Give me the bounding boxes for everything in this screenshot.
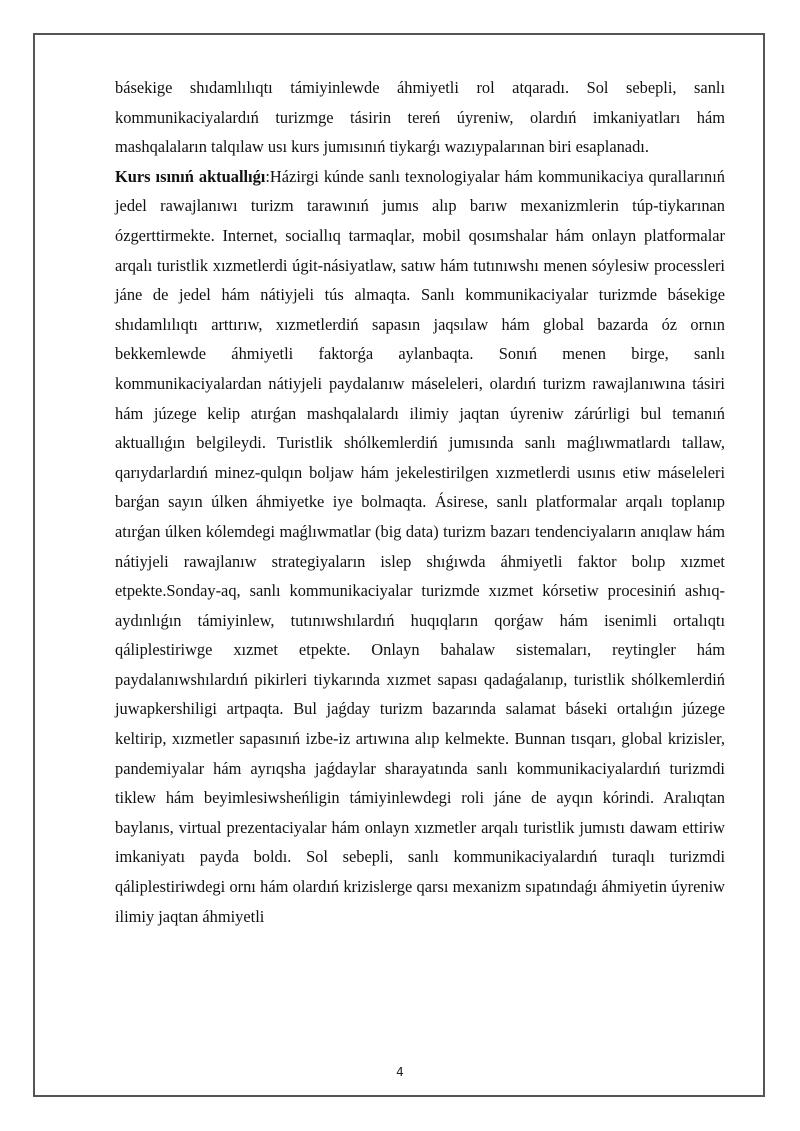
section-paragraph (115, 162, 725, 931)
intro-paragraph: básekige shıdamlılıqtı támiyinlewde áhmiyetli rol atqaradı. Sol sebepli, sanlı kommunikaciyalardıń turizmge tásirin tereń úyreniw, olardıń imkaniyatları hám mashqalaların talqılaw usı kurs jumısınıń tiykarǵı wazıypalarınan biri esaplanadı. (115, 78, 725, 157)
page-number: 4 (396, 1065, 404, 1079)
document-body (115, 73, 725, 931)
section-body: :Házirgi kúnde sanlı texnologiyalar hám kommunikaciya qurallarınıń jedel rawajlanıwı turizm tarawınıń jumıs alıp barıw mexanizmlerin túp-tiykarınan ózgerttirmekte. Internet, sociallıq tarmaqlar, mobil qosımshalar hám onlayn platformalar arqalı turistlik xızmetlerdi úgit-násiyatlaw, satıw hám tutınıwshı menen sóylesiw processleri jáne de jedel hám nátiyjeli tús almaqta. Sanlı kommunikaciyalar turizmde básekige shıdamlılıqtı arttırıw, xızmetlerdiń sapasın jaqsılaw hám global bazarda óz ornın bekkemlewde áhmiyetli faktorǵa aylanbaqta. Sonıń menen birge, sanlı kommunikaciyalardan nátiyjeli paydalanıw máseleleri, olardıń turizm rawajlanıwına tásiri hám júzege kelip atırǵan mashqalalardı ilimiy jaqtan úyreniw zárúrligi bul temanıń aktuallıǵın belgileydi. Turistlik shólkemlerdiń jumısında sanlı maǵlıwmatlardı tallaw, qarıydarlardıń minez-qulqın boljaw hám jekelestirilgen xızmetlerdi usınıs etiw máseleleri barǵan sayın úlken áhmiyetke iye bolmaqta. Ásirese, sanlı platformalar arqalı toplanıp atırǵan úlken kólemdegi maǵlıwmatlar (big data) turizm bazarı tendenciyaların anıqlaw hám nátiyjeli rawajlanıw strategiyaların islep shıǵıwda áhmiyetli faktor bolıp xızmet etpekte.Sonday-aq, sanlı kommunikaciyalar turizmde xızmet kórsetiw procesiniń ashıq-aydınlıǵın támiyinlew, tutınıwshılardıń huqıqların qorǵaw hám isenimli ortalıqtı qáliplestiriwge xızmet etpekte. Onlayn bahalaw sistemaları, reytingler hám paydalanıwshılardıń pikirleri tiykarında xızmet sapası qadaǵalanıp, turistlik shólkemlerdiń juwapkershiligi artpaqta. Bul jaǵday turizm bazarında salamat báseki ortalıǵın júzege keltirip, xızmetler sapasınıń izbe-iz artıwına alıp kelmekte. Bunnan tısqarı, global krizisler, pandemiyalar hám ayrıqsha jaǵdaylar sharayatında sanlı kommunikaciyalardıń turizmdi tiklew hám beyimlesiwsheńligin támiyinlewdegi roli jáne de ayqın kórindi. Aralıqtan baylanıs, virtual prezentaciyalar hám onlayn xızmetler arqalı turistlik jumıstı dawam ettiriw imkaniyatı payda boldı. Sol sebepli, sanlı kommunikaciyalardıń turaqlı turizmdi qáliplestiriwdegi ornı hám olardıń krizislerge qarsı mexanizm sıpatındaǵı áhmiyetin úyreniw ilimiy jaqtan áhmiyetli (115, 166, 725, 926)
section-heading: Kurs ısınıń aktuallıǵı (115, 166, 266, 186)
